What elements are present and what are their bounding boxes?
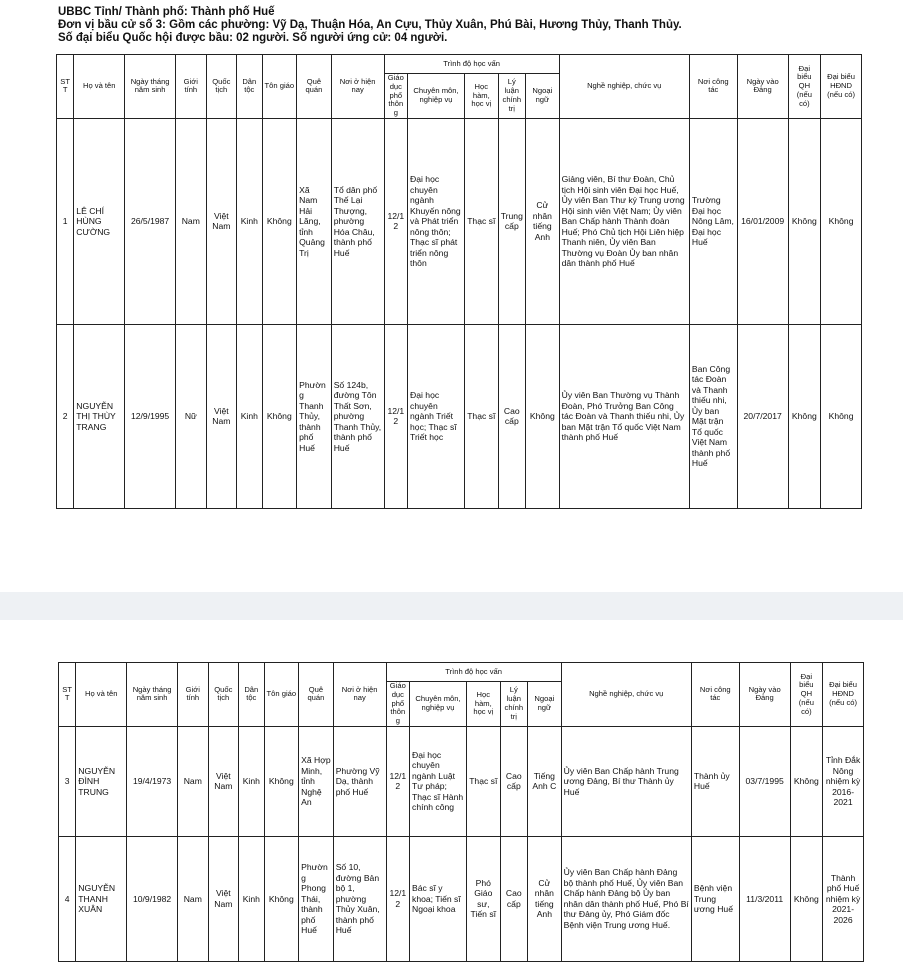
col-header-que-quan: Quê quán [299,663,334,727]
col-header-ngoai-ngu: Ngoại ngữ [526,74,560,119]
cell-ho-ten: LÊ CHÍ HÙNG CƯỜNG [74,118,125,324]
col-header-noi-cong-tac: Nơi công tác [691,663,739,727]
col-header-ngoai-ngu: Ngoại ngữ [528,682,562,727]
cell-gioi-tinh: Nam [176,118,207,324]
province-line: UBBC Tỉnh/ Thành phố: Thành phố Huế [58,6,275,18]
cell-dan-toc: Kinh [239,836,264,961]
cell-ho-ten: NGUYỄN THANH XUÂN [76,836,127,961]
col-header-ngay-sinh: Ngày tháng năm sinh [127,663,178,727]
cell-que-quan: Xã Nam Hải Lăng, tỉnh Quảng Trị [297,118,332,324]
cell-dai-bieu-qh: Không [790,836,823,961]
cell-ngoai-ngu: Cử nhân tiếng Anh [528,836,562,961]
cell-dai-bieu-hdnd: Không [821,324,862,508]
cell-ngay-sinh: 10/9/1982 [127,836,178,961]
document-header [58,6,682,45]
col-header-trinh-do: Trình độ học vấn [384,55,559,74]
col-header-gioi-tinh: Giới tính [176,55,207,119]
seats-line: Số đại biểu Quốc hội được bầu: 02 người. Số người ứng cử: 04 người. [58,32,448,44]
candidate-table-2 [58,662,864,962]
cell-nghe-nghiep: Giảng viên, Bí thư Đoàn, Chủ tịch Hội sinh viên Đại học Huế, Ủy viên Ban Thư ký Trung ương Hội sinh viên Việt Nam; Ủy viên Ban Chấp hành Thành đoàn Huế; Phó Chủ tịch Hội Liên hiệp Thanh niên, Ủy viên Ban Thường vụ Đoàn Ủy ban nhân dân thành phố Huế [559,118,689,324]
col-header-dan-toc: Dân tộc [239,663,264,727]
cell-dan-toc: Kinh [237,324,262,508]
cell-dai-bieu-hdnd: Thành phố Huế nhiệm kỳ 2021-2026 [823,836,864,961]
cell-quoc-tich: Việt Nam [208,726,239,836]
cell-ton-giao: Không [264,726,299,836]
col-header-hoc-ham: Học hàm, học vị [465,74,499,119]
cell-ngay-vao-dang: 03/7/1995 [739,726,790,836]
cell-ngoai-ngu: Không [526,324,560,508]
cell-ton-giao: Không [264,836,299,961]
cell-ngay-vao-dang: 16/01/2009 [737,118,788,324]
col-header-hoc-ham: Học hàm, học vị [467,682,501,727]
cell-stt: 3 [59,726,76,836]
col-header-noi-o: Nơi ở hiện nay [331,55,384,119]
col-header-ly-luan: Lý luận chính trị [500,682,527,727]
cell-quoc-tich: Việt Nam [206,118,237,324]
col-header-dai-bieu-qh: Đại biểu QH (nếu có) [790,663,823,727]
col-header-dai-bieu-hdnd: Đại biểu HĐND (nếu có) [821,55,862,119]
col-header-chuyen-mon: Chuyên môn, nghiệp vụ [408,74,465,119]
cell-hoc-ham: Thạc sĩ [467,726,501,836]
col-header-ho-ten: Họ và tên [74,55,125,119]
col-header-quoc-tich: Quốc tịch [208,663,239,727]
cell-dan-toc: Kinh [237,118,262,324]
col-header-ton-giao: Tôn giáo [262,55,297,119]
candidate-table-1 [56,54,862,509]
cell-giao-duc: 12/12 [386,836,409,961]
col-header-dai-bieu-hdnd: Đại biểu HĐND (nếu có) [823,663,864,727]
cell-gioi-tinh: Nam [178,836,209,961]
col-header-que-quan: Quê quán [297,55,332,119]
cell-dai-bieu-qh: Không [788,118,821,324]
cell-dai-bieu-qh: Không [788,324,821,508]
cell-ngay-vao-dang: 20/7/2017 [737,324,788,508]
document-page-2 [0,620,903,975]
page-gap [0,592,903,620]
cell-stt: 4 [59,836,76,961]
cell-noi-o: Số 124b, đường Tôn Thất Sơn, phường Thanh Thủy, thành phố Huế [331,324,384,508]
col-header-ho-ten: Họ và tên [76,663,127,727]
cell-dai-bieu-hdnd: Tỉnh Đắk Nông nhiệm kỳ 2016-2021 [823,726,864,836]
cell-chuyen-mon: Đại học chuyên ngành Triết học; Thạc sĩ Triết học [408,324,465,508]
cell-hoc-ham: Thạc sĩ [465,118,499,324]
cell-quoc-tich: Việt Nam [208,836,239,961]
col-header-ngay-sinh: Ngày tháng năm sinh [125,55,176,119]
col-header-ly-luan: Lý luận chính trị [498,74,525,119]
cell-dan-toc: Kinh [239,726,264,836]
col-header-noi-cong-tac: Nơi công tác [689,55,737,119]
cell-hoc-ham: Thạc sĩ [465,324,499,508]
cell-noi-cong-tac: Trường Đại học Nông Lâm, Đại học Huế [689,118,737,324]
cell-ly-luan: Cao cấp [498,324,525,508]
cell-noi-o: Phường Vỹ Dạ, thành phố Huế [333,726,386,836]
cell-chuyen-mon: Đại học chuyên ngành Khuyến nông và Phát triển nông thôn; Thạc sĩ phát triển nông thôn [408,118,465,324]
col-header-ngay-vao-dang: Ngày vào Đảng [739,663,790,727]
cell-ngay-sinh: 12/9/1995 [125,324,176,508]
cell-ho-ten: NGUYỄN THỊ THÙY TRANG [74,324,125,508]
col-header-nghe-nghiep: Nghề nghiệp, chức vụ [559,55,689,119]
col-header-dan-toc: Dân tộc [237,55,262,119]
cell-noi-cong-tac: Thành ủy Huế [691,726,739,836]
cell-ly-luan: Trung cấp [498,118,525,324]
constituency-line: Đơn vị bầu cử số 3: Gồm các phường: Vỹ Dạ, Thuận Hóa, An Cựu, Thủy Xuân, Phú Bài, Hương Thủy, Thanh Thủy. [58,19,682,31]
candidate-row [59,836,864,961]
cell-ly-luan: Cao cấp [500,836,527,961]
cell-que-quan: Phường Thanh Thủy, thành phố Huế [297,324,332,508]
cell-noi-o: Số 10, đường Bản bộ 1, phường Thủy Xuân, thành phố Huế [333,836,386,961]
cell-stt: 1 [57,118,74,324]
cell-nghe-nghiep: Ủy viên Ban Chấp hành Trung ương Đảng, Bí thư Thành ủy Huế [561,726,691,836]
cell-dai-bieu-hdnd: Không [821,118,862,324]
col-header-trinh-do: Trình độ học vấn [386,663,561,682]
cell-ngoai-ngu: Tiếng Anh C [528,726,562,836]
cell-gioi-tinh: Nữ [176,324,207,508]
col-header-stt: STT [59,663,76,727]
col-header-stt: STT [57,55,74,119]
cell-ho-ten: NGUYỄN ĐÌNH TRUNG [76,726,127,836]
candidate-row [59,726,864,836]
cell-ton-giao: Không [262,118,297,324]
cell-giao-duc: 12/12 [384,324,407,508]
cell-ton-giao: Không [262,324,297,508]
col-header-noi-o: Nơi ở hiện nay [333,663,386,727]
cell-nghe-nghiep: Ủy viên Ban Thường vụ Thành Đoàn, Phó Trưởng Ban Công tác Đoàn và Thanh thiếu nhi, Ủy ban Mặt trận Tổ quốc Việt Nam thành phố Huế [559,324,689,508]
cell-ngay-sinh: 26/5/1987 [125,118,176,324]
cell-que-quan: Phường Phong Thái, thành phố Huế [299,836,334,961]
header-row [59,663,864,682]
col-header-chuyen-mon: Chuyên môn, nghiệp vụ [410,682,467,727]
cell-noi-cong-tac: Bệnh viện Trung ương Huế [691,836,739,961]
cell-giao-duc: 12/12 [386,726,409,836]
cell-ly-luan: Cao cấp [500,726,527,836]
col-header-ngay-vao-dang: Ngày vào Đảng [737,55,788,119]
col-header-gioi-tinh: Giới tính [178,663,209,727]
cell-gioi-tinh: Nam [178,726,209,836]
candidate-row [57,118,862,324]
col-header-giao-duc: Giáo dục phổ thông [384,74,407,119]
col-header-giao-duc: Giáo dục phổ thông [386,682,409,727]
cell-stt: 2 [57,324,74,508]
cell-ngoai-ngu: Cử nhân tiếng Anh [526,118,560,324]
cell-chuyen-mon: Bác sĩ y khoa; Tiến sĩ Ngoại khoa [410,836,467,961]
cell-giao-duc: 12/12 [384,118,407,324]
cell-quoc-tich: Việt Nam [206,324,237,508]
col-header-nghe-nghiep: Nghề nghiệp, chức vụ [561,663,691,727]
header-row [57,55,862,74]
cell-ngay-vao-dang: 11/3/2011 [739,836,790,961]
cell-noi-o: Tổ dân phố Thế Lại Thượng, phường Hóa Châu, thành phố Huế [331,118,384,324]
col-header-dai-bieu-qh: Đại biểu QH (nếu có) [788,55,821,119]
cell-noi-cong-tac: Ban Công tác Đoàn và Thanh thiếu nhi, Ủy ban Mặt trận Tổ quốc Việt Nam thành phố Huế [689,324,737,508]
cell-que-quan: Xã Hợp Minh, tỉnh Nghệ An [299,726,334,836]
cell-nghe-nghiep: Ủy viên Ban Chấp hành Đảng bộ thành phố Huế, Ủy viên Ban Chấp hành Đảng bộ Ủy ban nhân dân thành phố Huế, Phó Bí thư Đảng ủy, Phó Giám đốc Bệnh viện Trung ương Huế. [561,836,691,961]
col-header-ton-giao: Tôn giáo [264,663,299,727]
cell-ngay-sinh: 19/4/1973 [127,726,178,836]
candidate-row [57,324,862,508]
cell-dai-bieu-qh: Không [790,726,823,836]
cell-hoc-ham: Phó Giáo sư, Tiến sĩ [467,836,501,961]
cell-chuyen-mon: Đại học chuyên ngành Luật Tư pháp; Thạc sĩ Hành chính công [410,726,467,836]
col-header-quoc-tich: Quốc tịch [206,55,237,119]
